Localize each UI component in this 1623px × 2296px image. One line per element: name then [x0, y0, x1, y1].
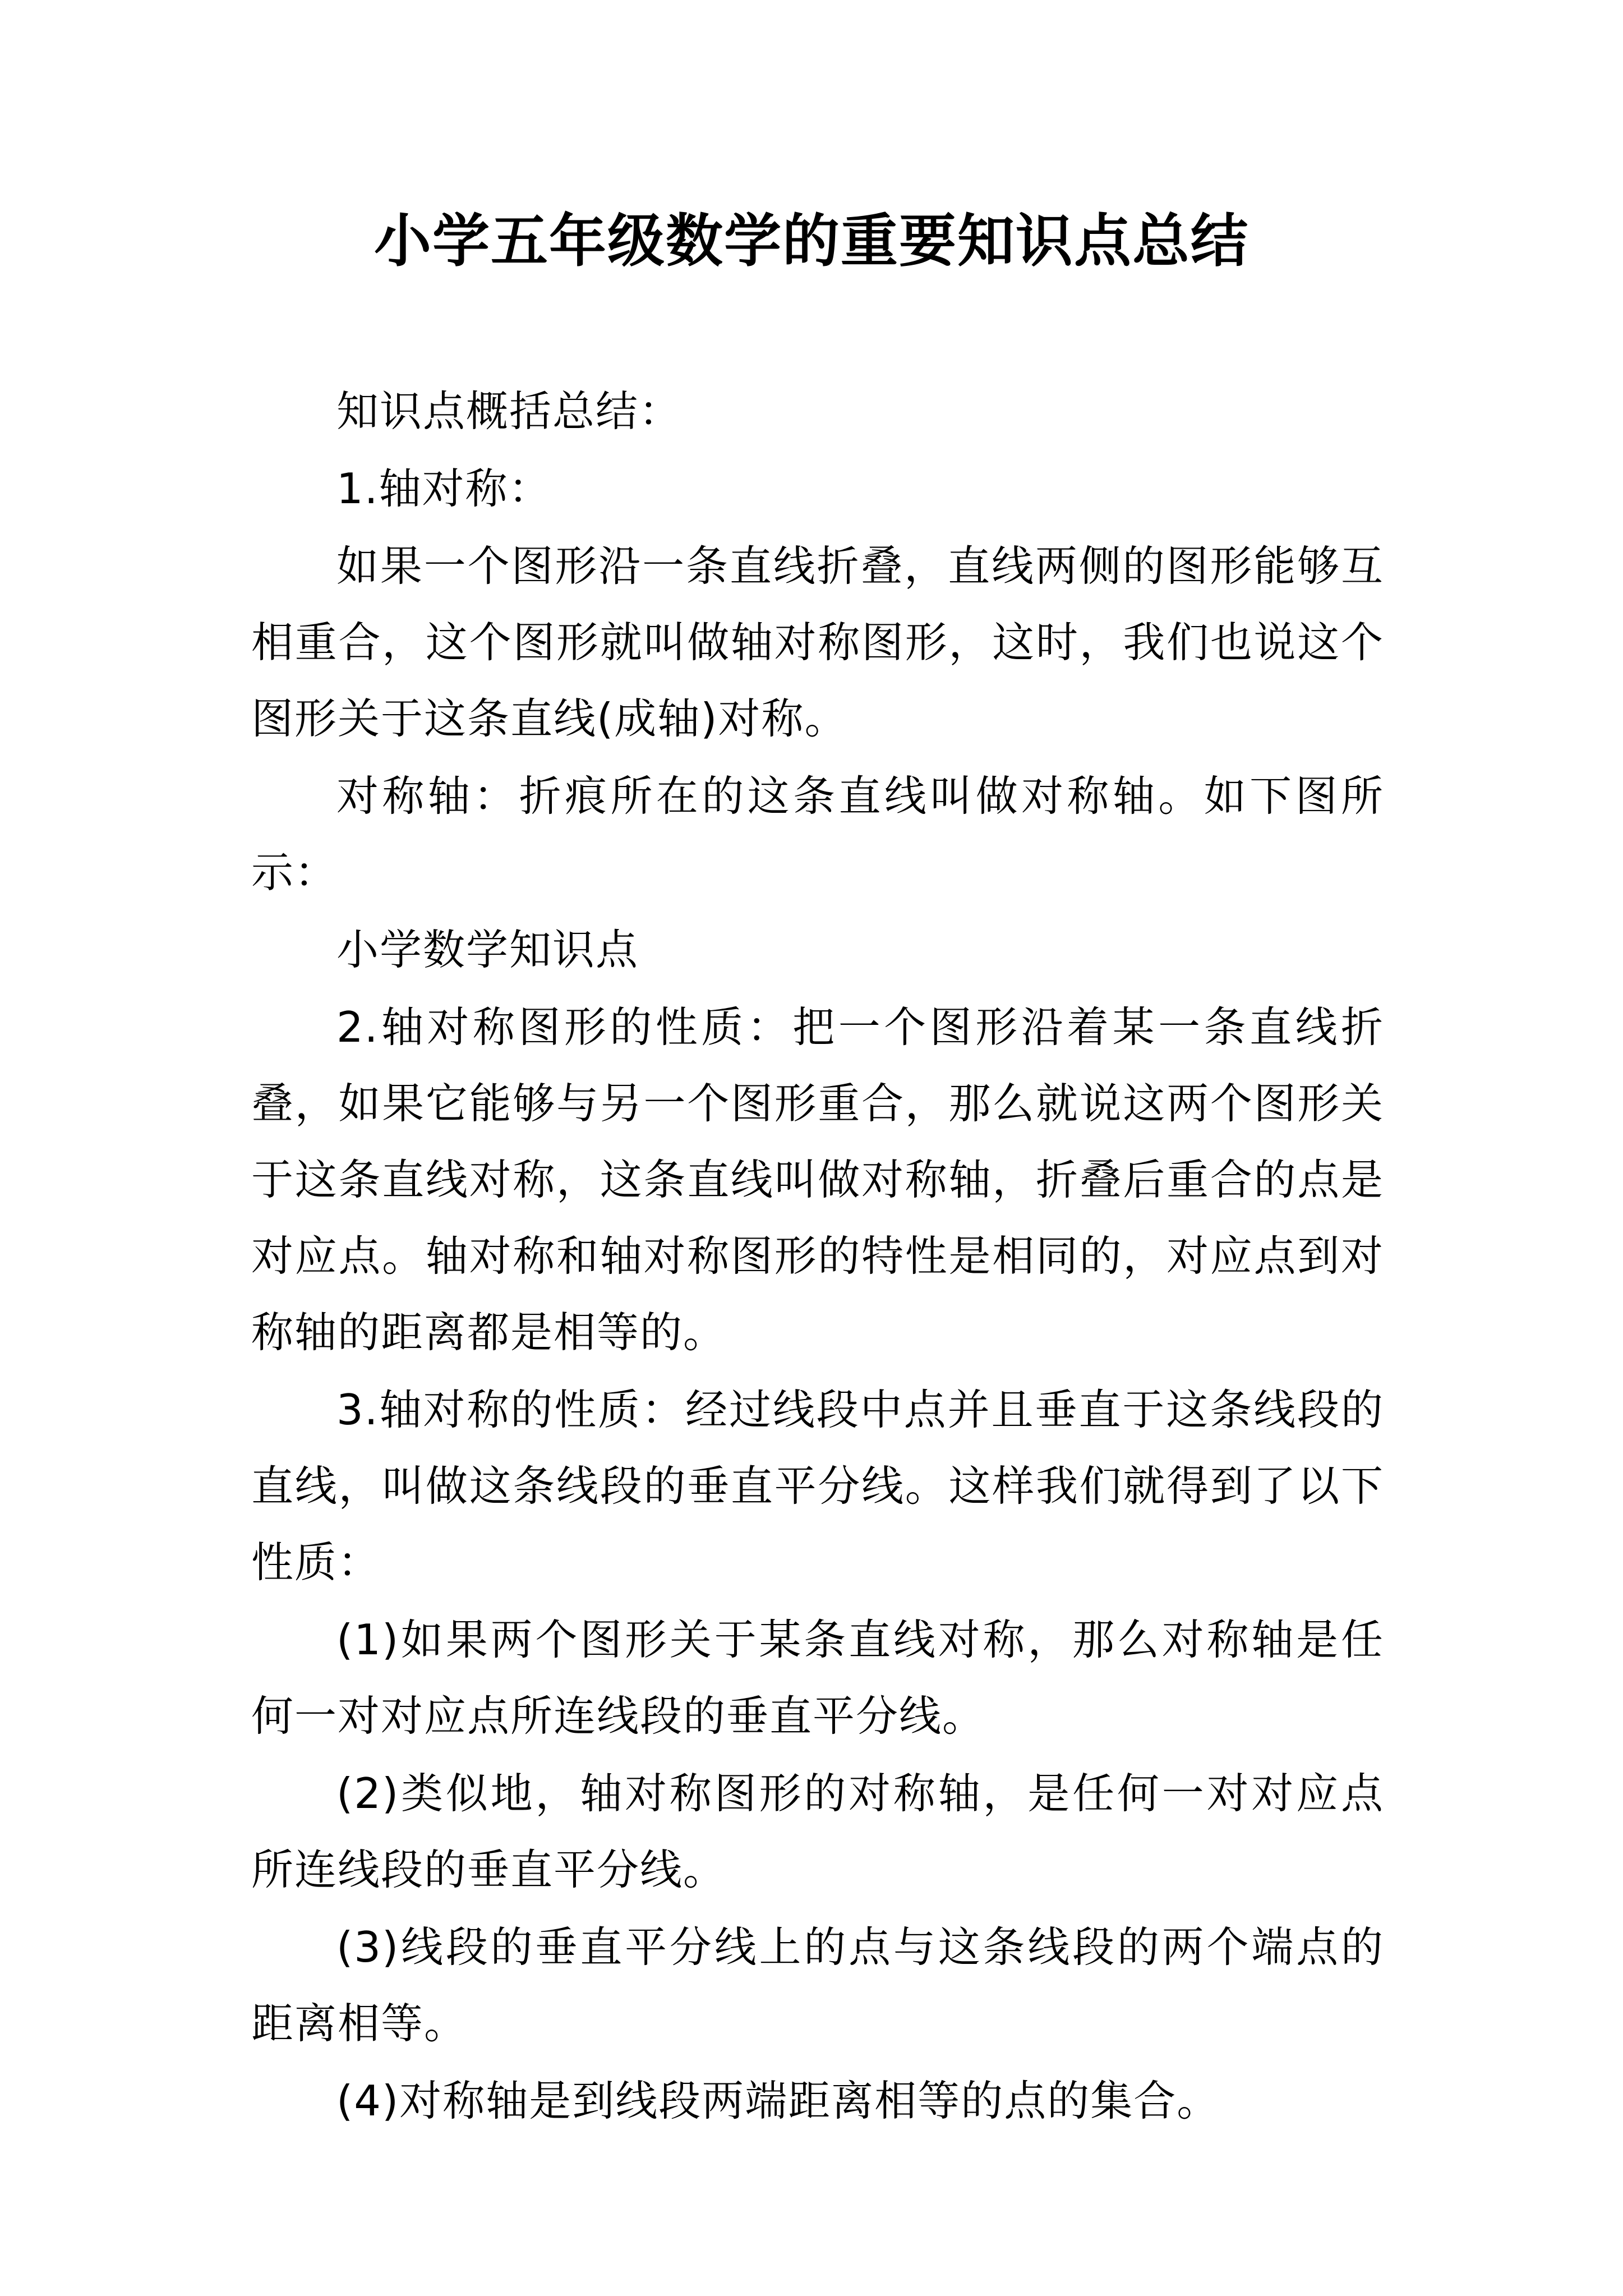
paragraph-axis-symmetry-heading: 1.轴对称：: [336, 464, 552, 513]
paragraph-symmetry-axis: 对称轴：折痕所在的这条直线叫做对称轴。如下图所示：: [251, 771, 1384, 897]
paragraph-symmetric-figure-properties: 2.轴对称图形的性质：把一个图形沿着某一条直线折叠，如果它能够与另一个图形重合，那么就说这两个图形关于这条直线对称，这条直线叫做对称轴，折叠后重合的点是对应点。轴对称和轴对称图形的特性是相同的，对应点到对称轴的距离都是相等的。: [251, 1002, 1384, 1357]
paragraph-property-3: (3)线段的垂直平分线上的点与这条线段的两个端点的距离相等。: [251, 1922, 1384, 2048]
document-body: [251, 373, 1384, 2140]
paragraph-axis-symmetry-definition: 如果一个图形沿一条直线折叠，直线两侧的图形能够互相重合，这个图形就叫做轴对称图形，这时，我们也说这个图形关于这条直线(成轴)对称。: [251, 541, 1384, 743]
paragraph-property-4: (4)对称轴是到线段两端距离相等的点的集合。: [336, 2076, 1220, 2125]
paragraph-property-1: (1)如果两个图形关于某条直线对称，那么对称轴是任何一对对应点所连线段的垂直平分线。: [251, 1615, 1384, 1741]
page-title: 小学五年级数学的重要知识点总结: [374, 208, 1249, 275]
paragraph-symmetry-properties: 3.轴对称的性质：经过线段中点并且垂直于这条线段的直线，叫做这条线段的垂直平分线。这样我们就得到了以下性质：: [251, 1385, 1384, 1587]
paragraph-summary-heading: 知识点概括总结：: [336, 386, 683, 436]
paragraph-figure-caption: 小学数学知识点: [336, 925, 639, 974]
paragraph-property-2: (2)类似地，轴对称图形的对称轴，是任何一对对应点所连线段的垂直平分线。: [251, 1769, 1384, 1894]
